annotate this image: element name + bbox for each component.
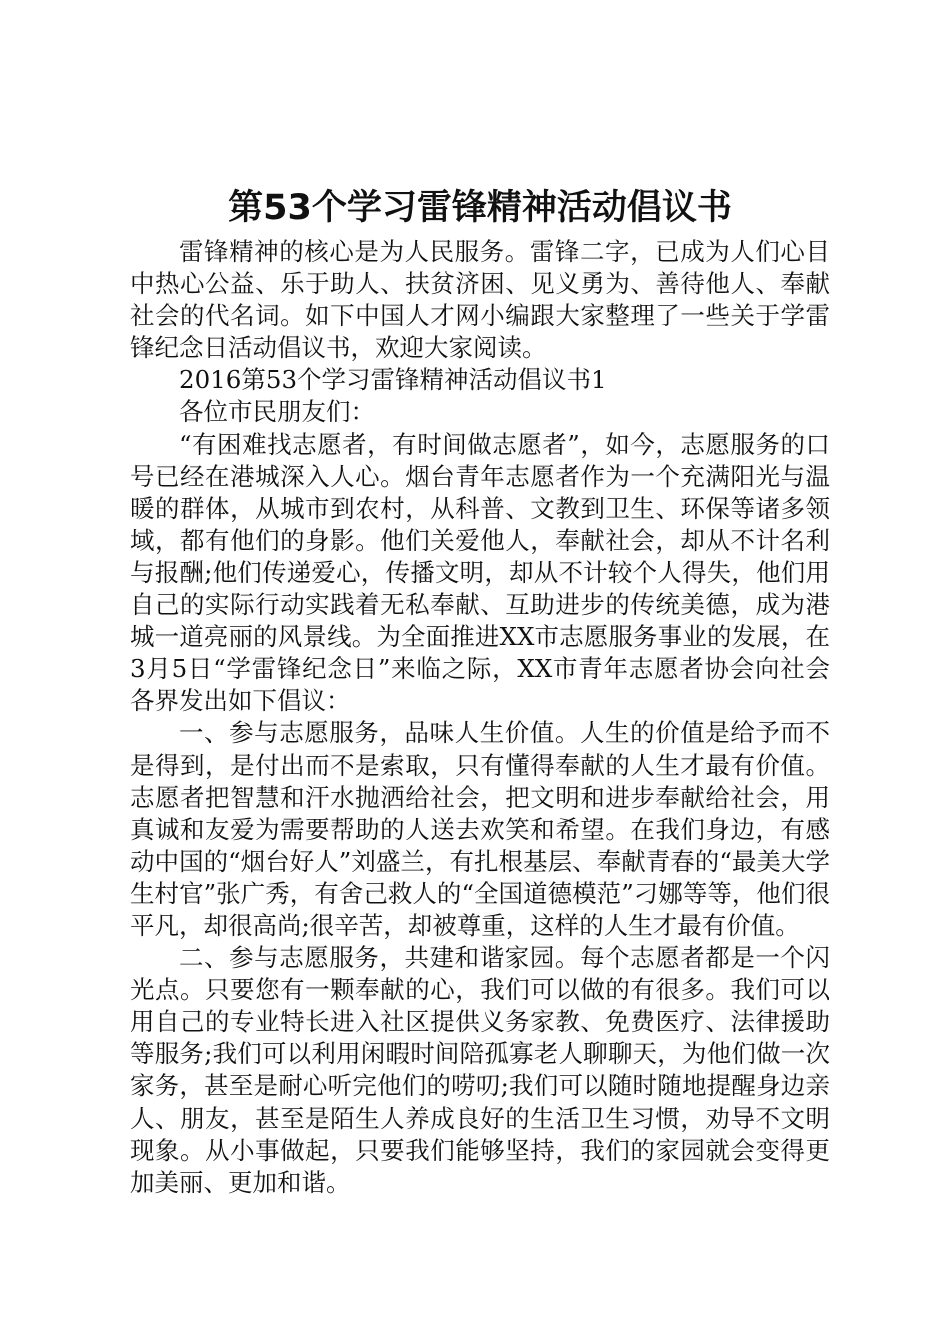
body-paragraph: 一、参与志愿服务，品味人生价值。人生的价值是给予而不是得到，是付出而不是索取，只有懂得奉献的人生才最有价值。志愿者把智慧和汗水抛洒给社会，把文明和进步奉献给社会，用真诚和友爱为需要帮助的人送去欢笑和希望。在我们身边，有感动中国的“烟台好人”刘盛兰，有扎根基层、奉献青春的“最美大学生村官”张广秀，有舍己救人的“全国道德模范”刁娜等等，他们很平凡，却很高尚;很辛苦，却被尊重，这样的人生才最有价值。	[130, 718, 830, 940]
document-title: 第53个学习雷锋精神活动倡议书	[228, 188, 732, 228]
body-paragraph: “有困难找志愿者，有时间做志愿者”，如今，志愿服务的口号已经在港城深入人心。烟台青年志愿者作为一个充满阳光与温暖的群体，从城市到农村，从科普、文教到卫生、环保等诸多领域，都有他们的身影。他们关爱他人，奉献社会，却从不计名利与报酬;他们传递爱心，传播文明，却从不计较个人得失，他们用自己的实际行动实践着无私奉献、互助进步的传统美德，成为港城一道亮丽的风景线。为全面推进XX市志愿服务事业的发展，在3月5日“学雷锋纪念日”来临之际，XX市青年志愿者协会向社会各界发出如下倡议：	[130, 429, 830, 716]
salutation: 各位市民朋友们：	[179, 397, 375, 427]
body-paragraph: 二、参与志愿服务，共建和谐家园。每个志愿者都是一个闪光点。只要您有一颗奉献的心，我们可以做的有很多。我们可以用自己的专业特长进入社区提供义务家教、免费医疗、法律援助等服务;我们可以利用闲暇时间陪孤寡老人聊聊天，为他们做一次家务，甚至是耐心听完他们的唠叨;我们可以随时随地提醒身边亲人、朋友，甚至是陌生人养成良好的生活卫生习惯，劝导不文明现象。从小事做起，只要我们能够坚持，我们的家园就会变得更加美丽、更加和谐。	[130, 943, 830, 1197]
section-heading: 2016第53个学习雷锋精神活动倡议书1	[179, 365, 607, 395]
intro-paragraph: 雷锋精神的核心是为人民服务。雷锋二字，已成为人们心目中热心公益、乐于助人、扶贫济困、见义勇为、善待他人、奉献社会的代名词。如下中国人才网小编跟大家整理了一些关于学雷锋纪念日活动倡议书，欢迎大家阅读。	[130, 237, 830, 363]
document-page	[130, 182, 830, 1199]
